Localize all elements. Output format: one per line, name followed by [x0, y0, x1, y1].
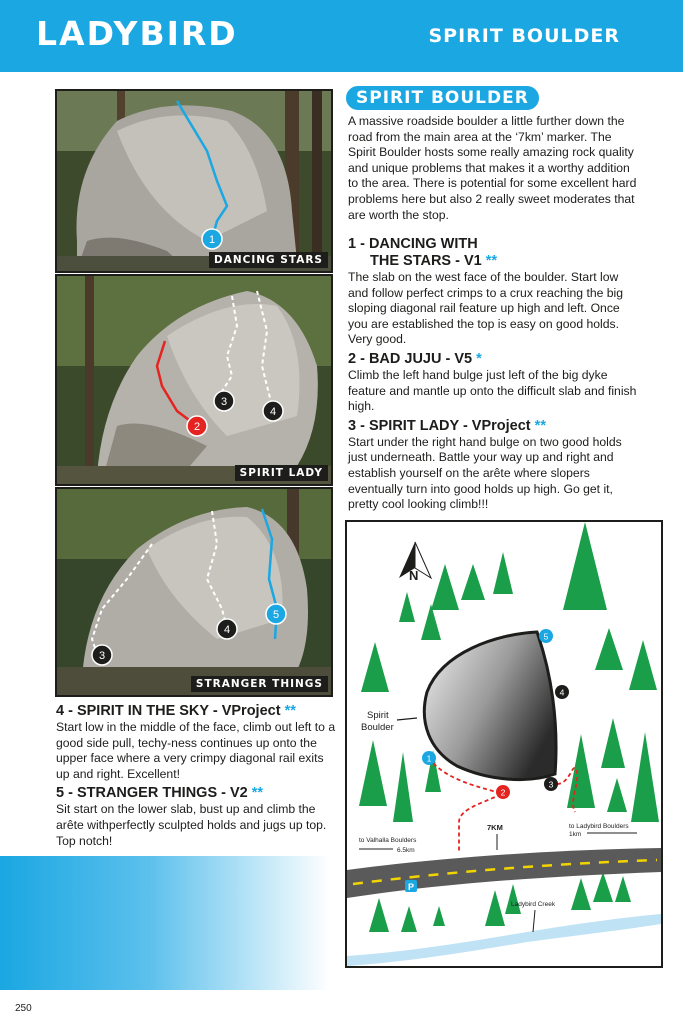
problem-1-heading-line2: THE STARS - V1 [370, 253, 482, 269]
problem-5-description: Sit start on the lower slab, bust up and climb the arête withperfectly sculpted holds and jugs up top. Top notch! [56, 802, 327, 848]
area-map [345, 520, 663, 968]
problem-3-stars: ** [534, 417, 546, 434]
to-valhalla-distance: 6.5km [397, 847, 415, 854]
area-map-drawing [347, 522, 661, 966]
boulder-pointer-arrow-icon [397, 718, 417, 720]
intro-text: A massive roadside boulder a little further down the road from the main area at the ‘7km’ marker. The Spirit Boulder hosts some really amazing rock quality and unique problems that makes it a worthy addition to the area. There is potential for some excellent hard problems here but also 2 really sweet moderates that are worth the stop. [348, 114, 637, 222]
photo-marker-3-label: 3 [98, 650, 106, 662]
photo-caption: SPIRIT LADY [235, 465, 328, 481]
photo-stranger-things [55, 487, 333, 697]
problem-3-description: Start under the right hand bulge on two good holds just underneath. Battle your way up and right and establish yourself on the arête where slopers eventually turn into good holds up high. Go get it, pretty cool looking climb!!! [348, 434, 622, 512]
problem-list-right [348, 236, 638, 516]
photo-marker-1-label: 1 [208, 234, 216, 246]
problem-2-description: Climb the left hand bulge just left of the big dyke feature and mantle up onto the difficult slab and finish high. [348, 367, 637, 414]
problem-2-heading-text: 2 - BAD JUJU - V5 [348, 350, 473, 367]
problem-3-heading [348, 418, 638, 435]
photo-spirit-lady-image [57, 276, 331, 484]
photo-dancing-stars-image [57, 91, 331, 271]
problem-1-heading [348, 236, 638, 270]
decorative-gradient-band [0, 856, 330, 990]
boulder-title: SPIRIT BOULDER [346, 86, 539, 110]
problem-4-heading [56, 703, 338, 720]
boulder-label-line2: Boulder [361, 722, 394, 733]
to-ladybird-distance: 1km [569, 831, 582, 838]
problem-5-stars: ** [251, 785, 264, 802]
problem-2-stars: * [476, 350, 482, 367]
photo-spirit-lady [55, 274, 333, 486]
photo-stranger-things-image [57, 489, 331, 695]
map-marker-1-label: 1 [426, 753, 432, 764]
photo-marker-3-label: 3 [220, 396, 228, 408]
problem-1-heading-line1: 1 - DANCING WITH [348, 236, 478, 252]
problem-4-heading-text: 4 - SPIRIT IN THE SKY - VProject [56, 703, 281, 719]
section-title: SPIRIT BOULDER [428, 25, 620, 47]
map-marker-2-label: 2 [500, 787, 506, 798]
photo-marker-5-label: 5 [272, 609, 280, 621]
to-valhalla-label: to Valhalla Boulders [359, 837, 417, 844]
boulder-label-line1: Spirit [367, 710, 389, 721]
problem-1-description: The slab on the west face of the boulder. Start low and follow perfect crimps to a crux reaching the big sloping diagonal rail feature up high and left. Once you are established the top is easy on good holds. Very good. [348, 270, 624, 347]
km-marker-label: 7KM [487, 823, 503, 832]
problem-4-description: Start low in the middle of the face, climb out left to a good side pull, techy-ness continues up onto the upper face where a very crimpy diagonal rail exits up and right. Excellent! [56, 720, 336, 781]
problem-4-stars: ** [284, 703, 296, 719]
map-marker-3-label: 3 [548, 779, 554, 790]
map-marker-5-label: 5 [543, 631, 549, 642]
to-ladybird-label: to Ladybird Boulders [569, 823, 629, 830]
creek-label: Ladybird Creek [511, 901, 556, 908]
problem-3-heading-text: 3 - SPIRIT LADY - VProject [348, 417, 531, 434]
north-label: N [409, 568, 419, 583]
problem-5-heading-text: 5 - STRANGER THINGS - V2 [56, 785, 248, 802]
photo-marker-2-label: 2 [193, 421, 201, 433]
spirit-boulder-shape [424, 632, 556, 780]
highway-road [347, 848, 661, 898]
photo-marker-4-label: 4 [223, 624, 231, 636]
area-title: LADYBIRD [36, 14, 238, 53]
problem-list-left [56, 703, 338, 852]
page-number: 250 [15, 1003, 32, 1014]
parking-label: P [407, 882, 415, 892]
problem-1-stars: ** [485, 253, 498, 269]
creek-pointer-arrow-icon [533, 910, 535, 932]
problem-2-heading [348, 351, 638, 368]
photo-marker-4-label: 4 [269, 406, 277, 418]
photo-caption: STRANGER THINGS [191, 676, 328, 692]
map-marker-4-label: 4 [559, 687, 565, 698]
photo-dancing-stars [55, 89, 333, 273]
creek-water [347, 914, 661, 966]
problem-5-heading [56, 785, 338, 802]
photo-caption: DANCING STARS [209, 252, 328, 268]
